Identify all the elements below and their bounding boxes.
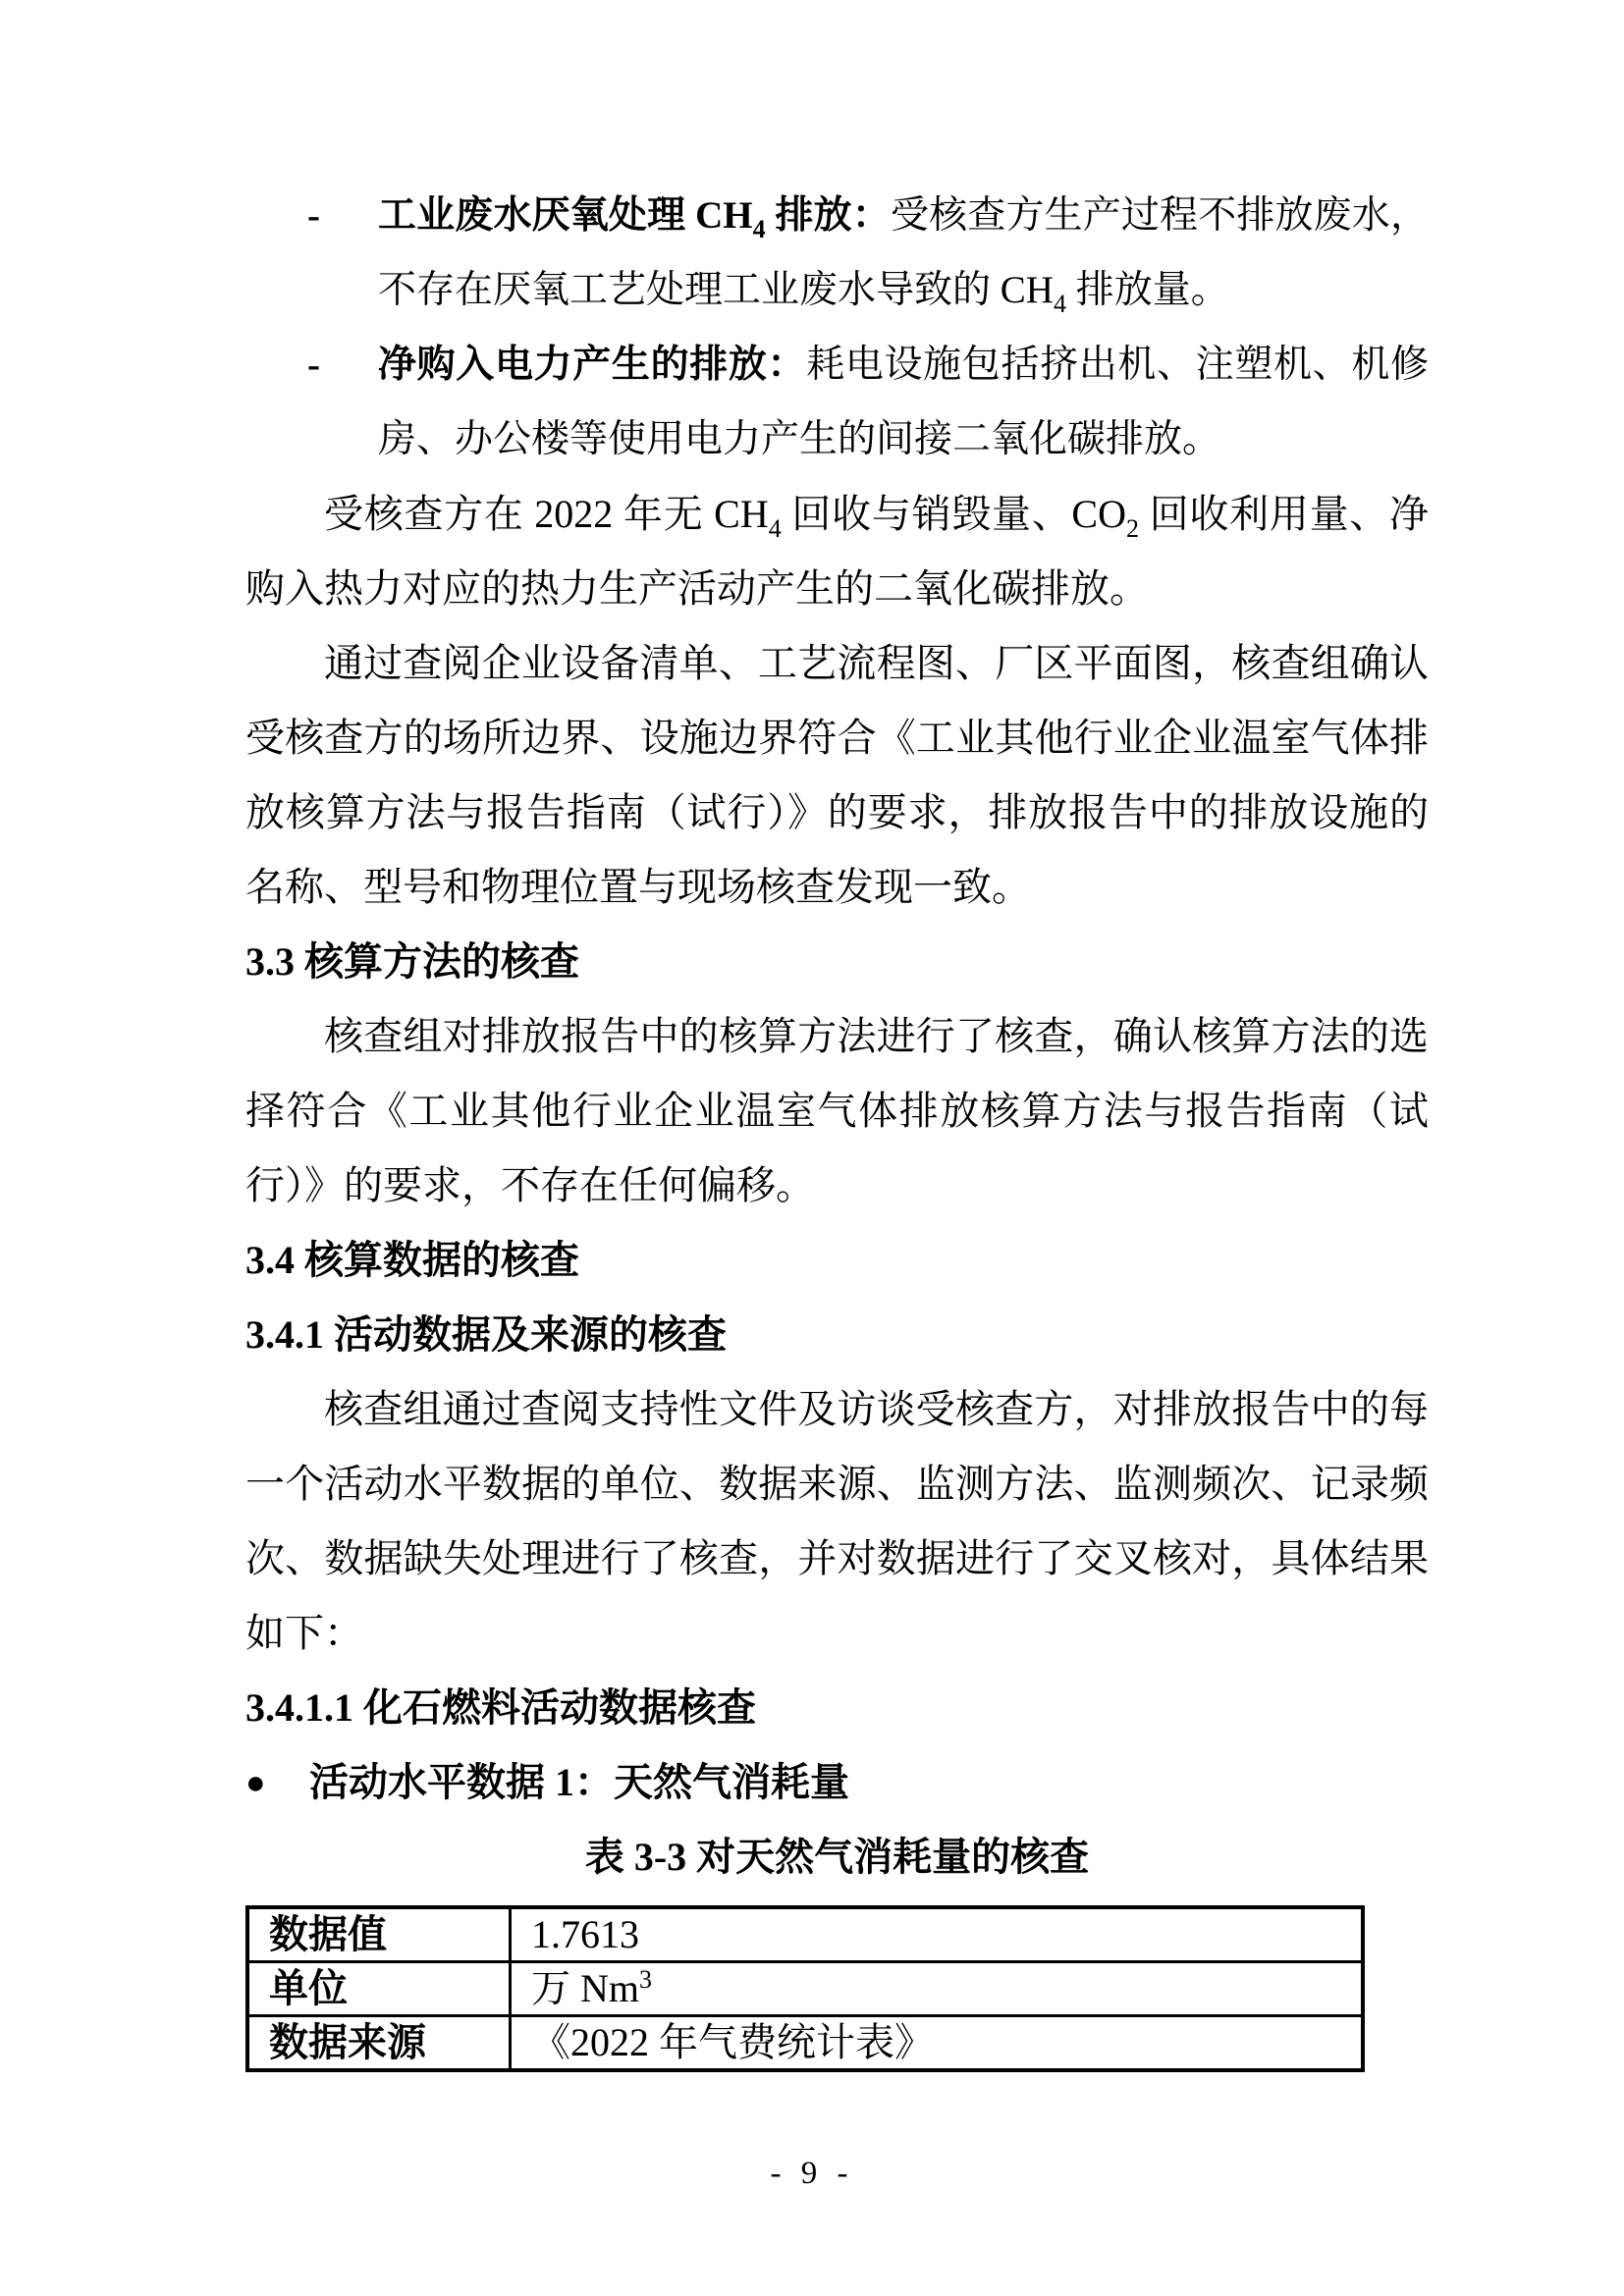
table-caption: 表 3-3 对天然气消耗量的核查 (584, 1835, 1090, 1879)
table-row-data-value (247, 1907, 1363, 1962)
subscript: 4 (752, 215, 766, 243)
page-content (245, 179, 1429, 2072)
section-heading-3-4-1: 3.4.1 活动数据及来源的核查 (245, 1312, 727, 1357)
row-label-cell: 数据值 (247, 1907, 511, 1962)
paragraph-activity-data-verification: 核查组通过查阅支持性文件及访谈受核查方，对排放报告中的每一个活动水平数据的单位、数据来源、监测方法、监测频次、记录频次、数据缺失处理进行了核查，并对数据进行了交叉核对，具体结果如下： (245, 1387, 1429, 1655)
list-item-lead (378, 344, 806, 386)
table-row-unit (247, 1962, 1363, 2016)
paragraph-boundary-confirmation: 通过查阅企业设备清单、工艺流程图、厂区平面图，核查组确认受核查方的场所边界、设施边界符合《工业其他行业企业温室气体排放核算方法与报告指南（试行）》的要求，排放报告中的排放设施的名称、型号和物理位置与现场核查发现一致。 (245, 641, 1429, 909)
section-heading-3-4-1-1: 3.4.1.1 化石燃料活动数据核查 (245, 1685, 756, 1730)
row-value-cell (511, 2016, 1364, 2071)
list-item-lead (378, 194, 891, 243)
text-segment: 耗电设施包括挤出机、注塑机、机修房、办公楼等使用电力产生的间接二氧化碳排放。 (378, 344, 1429, 460)
circle-bullet-icon: ● (245, 1765, 266, 1801)
text-segment: 受核查方在 2022 年无 CH (324, 492, 769, 536)
section-heading-3-4: 3.4 核算数据的核查 (245, 1238, 579, 1282)
subscript: 4 (1053, 290, 1066, 318)
text-segment: 回收与销毁量、CO (781, 492, 1126, 536)
list-item-purchased-electricity (245, 328, 1429, 477)
paragraph-no-recovery (245, 477, 1429, 626)
text-segment: 回收利用量、净购入热力对应的热力生产活动产生的二氧化碳排放。 (245, 492, 1429, 611)
cell-value: 《2022 年气费统计表》 (531, 2020, 934, 2064)
activity-data-label: 活动水平数据 1：天然气消耗量 (309, 1760, 849, 1804)
dash-bullet-icon: - (307, 194, 320, 237)
section-heading-3-3: 3.3 核算方法的核查 (245, 939, 579, 984)
natural-gas-verification-table (245, 1905, 1365, 2072)
cell-value: 1.7613 (531, 1912, 639, 1956)
activity-data-bullet-line (245, 1745, 1429, 1820)
row-value-cell (511, 1907, 1364, 1962)
text-segment: 受核查方生产过程不排放废水，不存在厌氧工艺处理工业废水导致的 CH (378, 194, 1429, 311)
subscript: 4 (768, 514, 782, 543)
cell-value: 万 Nm (531, 1966, 639, 2010)
subscript: 2 (1126, 514, 1139, 543)
list-item-wastewater-ch4 (245, 179, 1429, 328)
dash-bullet-icon: - (307, 344, 320, 386)
page-number: - 9 - (770, 2156, 854, 2191)
text-segment: 排放： (765, 194, 891, 237)
row-label-cell: 数据来源 (247, 2016, 511, 2071)
superscript: 3 (639, 1965, 652, 1994)
text-segment: 净购入电力产生的排放： (378, 344, 807, 386)
text-segment: 排放量。 (1065, 269, 1229, 311)
text-segment: 工业废水厌氧处理 CH (378, 194, 753, 237)
row-value-cell (511, 1962, 1364, 2016)
row-label-cell: 单位 (247, 1962, 511, 2016)
paragraph-method-verification: 核查组对排放报告中的核算方法进行了核查，确认核算方法的选择符合《工业其他行业企业温室气体排放核算方法与报告指南（试行）》的要求，不存在任何偏移。 (245, 1014, 1429, 1207)
table-row-data-source (247, 2016, 1363, 2071)
